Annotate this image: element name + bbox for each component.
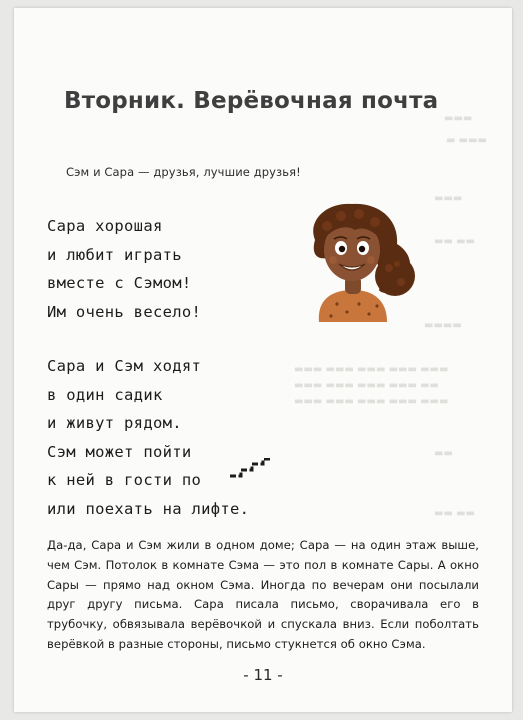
poem-line: Сара и Сэм ходят xyxy=(47,357,202,375)
poem-line: вместе с Сэмом! xyxy=(47,274,192,293)
poem-stanza-2 xyxy=(47,352,249,524)
page-title: Вторник. Верёвочная почта xyxy=(64,88,439,114)
stairs-icon xyxy=(228,458,272,480)
poem-line: или поехать на лифте. xyxy=(47,499,250,518)
book-page: ▬▬▬ ▬ ▬▬▬ ▬▬▬ ▬▬ ▬▬ ▬▬▬▬ ▬▬▬ ▬▬▬ ▬▬▬ ▬▬▬ ▬▬▬ ▬▬▬ ▬▬▬ ▬▬▬ ▬▬▬ ▬▬ ▬▬▬ ▬▬▬ ▬▬▬ ▬▬▬ ▬▬▬ ▬▬ ▬▬ ▬▬ Вторник. Верёвочная почта Сэм и Сара — друзья, лучшие друзья! Сара хорошая и любит играть вместе с Сэмом! Им очень весело! Сара и Сэм ходят в один садик и живут рядом. Сэм может пойти к ней в гости по или поехать на лифте. Да-да, Сара и Сэм жили в одном доме; Сара — на один этаж выше, чем Сэм. Потолок в комнате Сэма — это пол в комнате Сары. А окно Сары — прямо над окном Сэма. Иногда по вечерам они посылали друг другу письма. Сара писала письмо, сворачивала его в трубочку, обвязывала верёвочкой и спускала вниз. Если поболтать верёвкой в разные стороны, письмо стукнется об окно Сэма. - 11 - xyxy=(14,8,512,712)
poem-line: Сэм может пойти xyxy=(47,442,192,461)
poem-line: в один садик xyxy=(47,385,163,404)
poem-line: и любит играть xyxy=(47,245,182,264)
poem-line: и живут рядом. xyxy=(47,414,182,433)
subtitle: Сэм и Сара — друзья, лучшие друзья! xyxy=(66,165,301,179)
poem-line: к ней в гости по xyxy=(47,471,202,490)
girl-sara-illustration xyxy=(297,200,419,322)
story-paragraph: Да-да, Сара и Сэм жили в одном доме; Сара — на один этаж выше, чем Сэм. Потолок в комнате Сэма — это пол в комнате Сары. А окно Сары — прямо над окном Сэма. Иногда по вечерам они посылали друг другу письма. Сара писала письмо, сворачивала его в трубочку, обвязывала верёвочкой и спускала вниз. Если поболтать верёвкой в разные стороны, письмо стукнется об окно Сэма. xyxy=(47,538,479,651)
poem-line: Сара хорошая xyxy=(47,217,163,235)
poem-stanza-1 xyxy=(47,212,201,326)
page-number: - 11 - xyxy=(243,666,283,684)
poem-line: Им очень весело! xyxy=(47,302,202,321)
